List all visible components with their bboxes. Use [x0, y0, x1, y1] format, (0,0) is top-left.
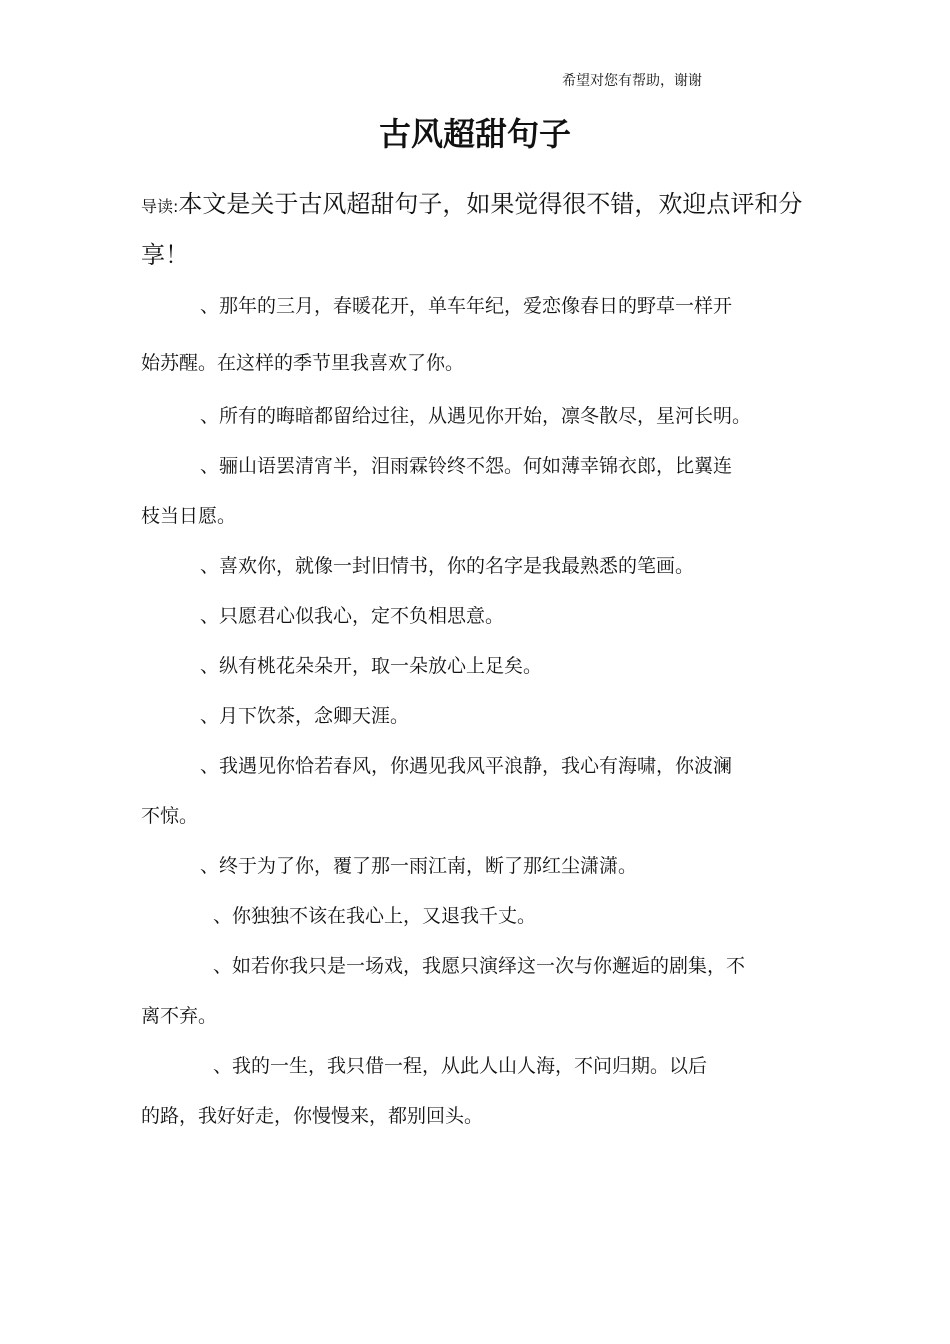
intro-label: 导读: [141, 197, 179, 216]
sentence-9-line-1: 、终于为了你，覆了那一雨江南，断了那红尘潇潇。 [200, 855, 638, 877]
document-title: 古风超甜句子 [378, 115, 571, 153]
sentence-7-line-1: 、月下饮茶，念卿天涯。 [200, 705, 410, 727]
sentence-5-line-1: 、只愿君心似我心，定不负相思意。 [200, 605, 505, 627]
sentence-6-line-1: 、纵有桃花朵朵开，取一朵放心上足矣。 [200, 655, 543, 677]
sentence-12-line-2: 的路，我好好走，你慢慢来，都别回头。 [141, 1105, 484, 1127]
sentence-10-line-1: 、你独独不该在我心上，又退我千丈。 [213, 905, 537, 927]
sentence-11-line-1: 、如若你我只是一场戏，我愿只演绎这一次与你邂逅的剧集，不 [213, 955, 746, 977]
header-note: 希望对您有帮助，谢谢 [562, 73, 702, 89]
sentence-8-line-1: 、我遇见你恰若春风，你遇见我风平浪静，我心有海啸，你波澜 [200, 755, 733, 777]
sentence-11-line-2: 离不弃。 [141, 1005, 218, 1027]
intro-paragraph [141, 180, 841, 279]
sentence-1-line-2: 始苏醒。在这样的季节里我喜欢了你。 [141, 352, 465, 374]
intro-text: 本文是关于古风超甜句子，如果觉得很不错，欢迎点评和分享！ [141, 190, 803, 269]
sentence-2-line-1: 、所有的晦暗都留给过往，从遇见你开始，凛冬散尽，星河长明。 [200, 405, 752, 427]
sentence-4-line-1: 、喜欢你，就像一封旧情书，你的名字是我最熟悉的笔画。 [200, 555, 695, 577]
sentence-8-line-2: 不惊。 [141, 805, 199, 827]
sentence-3-line-1: 、骊山语罢清宵半，泪雨霖铃终不怨。何如薄幸锦衣郎，比翼连 [200, 455, 733, 477]
sentence-12-line-1: 、我的一生，我只借一程，从此人山人海，不问归期。以后 [213, 1055, 708, 1077]
sentence-3-line-2: 枝当日愿。 [141, 505, 237, 527]
sentence-1-line-1: 、那年的三月，春暖花开，单车年纪，爱恋像春日的野草一样开 [200, 295, 733, 317]
